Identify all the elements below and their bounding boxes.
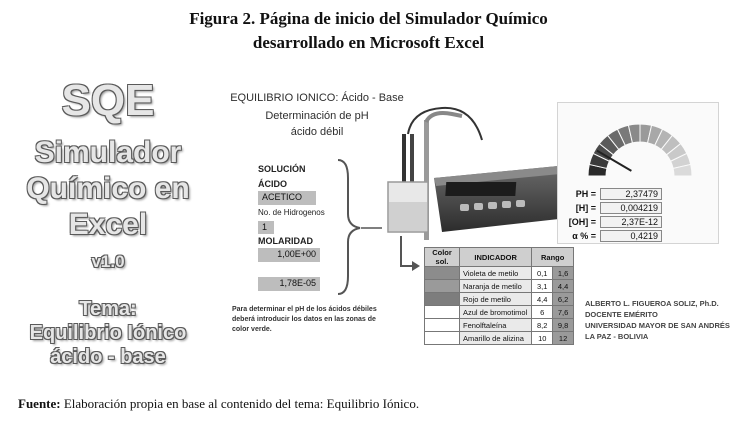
- result-ph-value: 2,37479: [600, 188, 662, 200]
- col-header-range: Rango: [532, 248, 574, 267]
- indicator-range-min: 4,4: [532, 293, 553, 306]
- result-oh-row: [560, 215, 662, 229]
- result-oh-value: 2,37E-12: [600, 216, 662, 228]
- result-alpha-value: 0,4219: [600, 230, 662, 242]
- indicator-range-max: 7,6: [553, 306, 574, 319]
- ph-meter-illustration: [372, 100, 572, 250]
- credits-university: UNIVERSIDAD MAYOR DE SAN ANDRÉS: [585, 321, 730, 330]
- logo-line2: Químico en: [26, 172, 190, 205]
- indicator-row: [425, 306, 574, 319]
- indicator-name: Rojo de metilo: [460, 293, 532, 306]
- indicator-color-swatch: [425, 293, 460, 306]
- indicator-range-min: 8,2: [532, 319, 553, 332]
- indicator-name: Amarillo de alizina: [460, 332, 532, 345]
- source-label: Fuente:: [18, 396, 61, 411]
- section-subtitle2: ácido débil: [290, 126, 344, 138]
- logo-abbr: SQE: [61, 76, 155, 125]
- indicator-row: [425, 293, 574, 306]
- acid-label: ÁCIDO: [258, 179, 287, 189]
- indicator-range-max: 9,8: [553, 319, 574, 332]
- indicator-color-swatch: [425, 332, 460, 345]
- section-title: EQUILIBRIO IONICO: Ácido - Base: [230, 92, 404, 104]
- result-h-value: 0,004219: [600, 202, 662, 214]
- credits-title: DOCENTE EMÉRITO: [585, 310, 658, 319]
- indicator-name: Fenolftaleína: [460, 319, 532, 332]
- credits-author: ALBERTO L. FIGUEROA SOLIZ, Ph.D.: [585, 299, 719, 308]
- indicator-row: [425, 280, 574, 293]
- indicator-range-max: 6,2: [553, 293, 574, 306]
- indicator-color-swatch: [425, 280, 460, 293]
- molarity-input[interactable]: 1,00E+00: [258, 248, 320, 262]
- indicator-table-header: [425, 248, 574, 267]
- result-oh-label: [OH] =: [568, 217, 596, 227]
- credits-city: LA PAZ - BOLIVIA: [585, 332, 649, 341]
- result-alpha-label: α % =: [572, 231, 596, 241]
- result-ph-label: PH =: [575, 189, 596, 199]
- section-subtitle1: Determinación de pH: [265, 110, 369, 122]
- col-header-color: Color sol.: [425, 248, 460, 267]
- logo-version: v1.0: [91, 252, 125, 271]
- figure-caption-line1: Figura 2. Página de inicio del Simulador Químico: [189, 9, 548, 28]
- result-h-label: [H] =: [575, 203, 596, 213]
- indicator-range-max: 12: [553, 332, 574, 345]
- indicator-name: Azul de bromotimol: [460, 306, 532, 319]
- solution-label: SOLUCIÓN: [258, 164, 306, 174]
- indicator-range-min: 10: [532, 332, 553, 345]
- indicator-range-max: 4,4: [553, 280, 574, 293]
- source-text: Elaboración propia en base al contenido del tema: Equilibrio Iónico.: [60, 396, 420, 411]
- topic-line2: ácido - base: [50, 346, 166, 368]
- results-list: [560, 187, 662, 243]
- indicator-row: [425, 332, 574, 345]
- indicator-row: [425, 267, 574, 280]
- indicator-name: Violeta de metilo: [460, 267, 532, 280]
- indicator-color-swatch: [425, 306, 460, 319]
- logo-line3: Excel: [68, 208, 148, 241]
- indicator-table: [424, 247, 574, 345]
- ph-gauge: [580, 112, 700, 182]
- indicator-range-min: 0,1: [532, 267, 553, 280]
- result-ph-row: [560, 187, 662, 201]
- indicator-color-swatch: [425, 319, 460, 332]
- hydrogens-label: No. de Hidrogenos: [258, 208, 325, 217]
- logo-line1: Simulador: [34, 136, 182, 169]
- indicator-color-swatch: [425, 267, 460, 280]
- indicator-range-min: 6: [532, 306, 553, 319]
- instructions-text: Para determinar el pH de los ácidos débiles deberá introducir los datos en las zonas de color verde.: [232, 306, 377, 333]
- indicator-name: Naranja de metilo: [460, 280, 532, 293]
- acid-input[interactable]: ACETICO: [258, 191, 316, 205]
- figure-caption-line2: desarrollado en Microsoft Excel: [252, 33, 485, 52]
- result-h-row: [560, 201, 662, 215]
- result-alpha-row: [560, 229, 662, 243]
- col-header-indicator: INDICADOR: [460, 248, 532, 267]
- molarity-label: MOLARIDAD: [258, 236, 313, 246]
- indicator-row: [425, 319, 574, 332]
- topic-line1: Equilibrio Iónico: [29, 322, 187, 344]
- indicator-range-min: 3,1: [532, 280, 553, 293]
- credits-block: [585, 298, 730, 342]
- topic-label: Tema:: [79, 298, 137, 320]
- ka-input[interactable]: 1,78E-05: [258, 277, 320, 291]
- indicator-range-max: 1,6: [553, 267, 574, 280]
- hydrogens-input[interactable]: 1: [258, 221, 274, 234]
- source-note: [18, 396, 419, 412]
